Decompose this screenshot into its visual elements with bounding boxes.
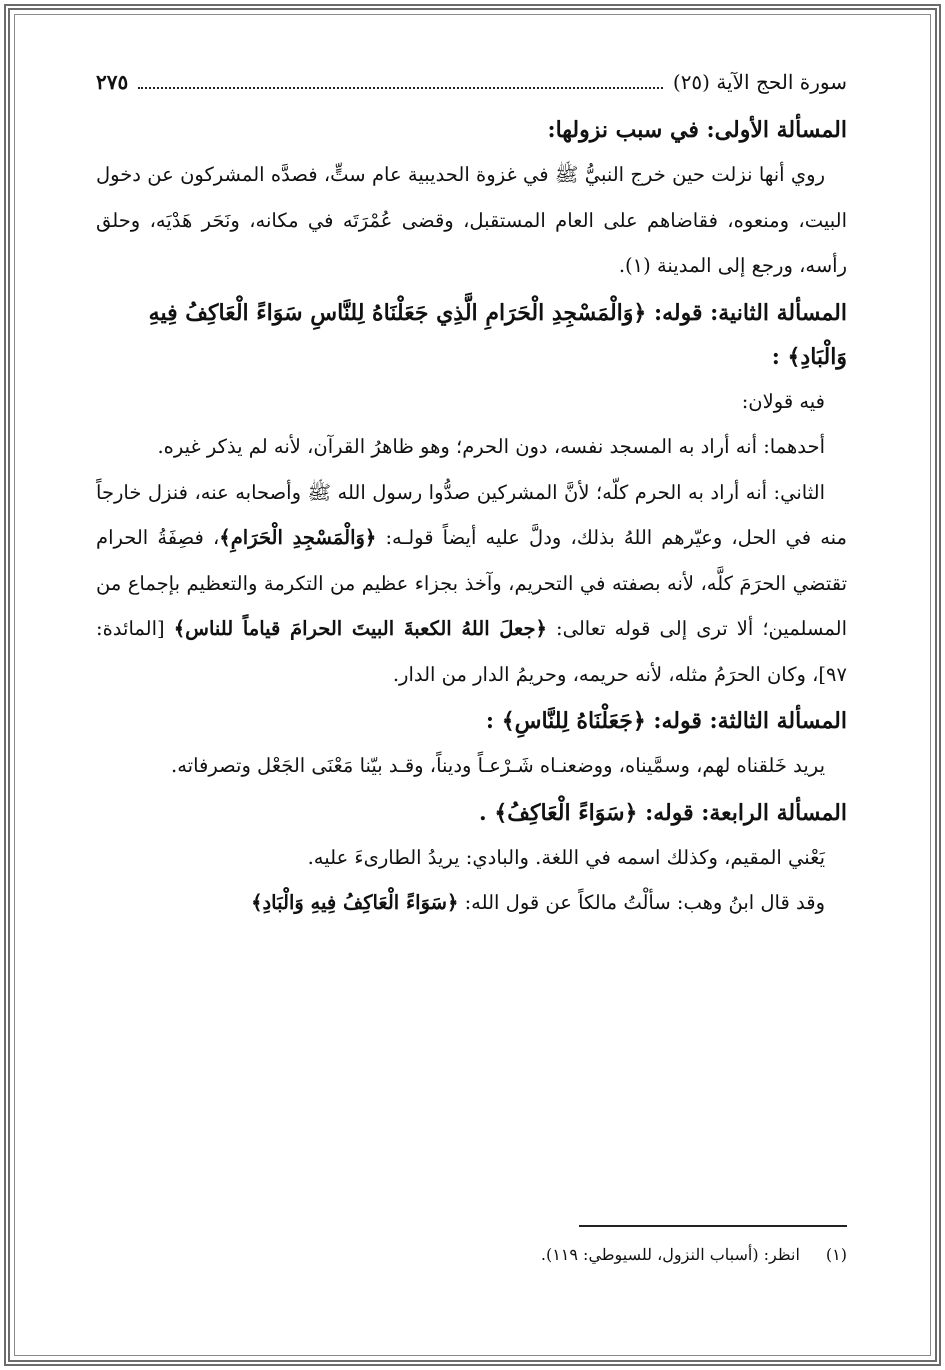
masala-2-first-opinion: أحدهما: أنه أراد به المسجد نفسه، دون الحرم؛ وهو ظاهرُ القرآن، لأنه لم يذكر غيره. bbox=[157, 435, 825, 458]
masala-3-quran-verse: ﴿جَعَلْنَاهُ لِلنَّاسِ﴾ bbox=[501, 708, 646, 734]
masala-1-heading: المسألة الأولى: في سبب نزولها: bbox=[547, 117, 847, 143]
masala-2-quran-verse: ﴿وَالْمَسْجِدِ الْحَرَامِ الَّذِي جَعَلْنَاهُ لِلنَّاسِ سَوَاءً الْعَاكِفُ فِيهِ وَالْبَادِ﴾ bbox=[148, 299, 847, 370]
masala-4-heading-end: . bbox=[479, 799, 487, 826]
masala-4-paragraph-2-quran: ﴿سَوَاءً الْعَاكِفُ فِيهِ وَالْبَادِ﴾ bbox=[251, 891, 459, 914]
masala-4-paragraph-2-text: وقد قال ابنُ وهب: سألْتُ مالكاً عن قول الله: bbox=[464, 891, 825, 914]
second-opinion-quran-1: ﴿وَالْمَسْجِدِ الْحَرَامِ﴾ bbox=[219, 526, 377, 549]
footnote-number: (١) bbox=[825, 1245, 847, 1264]
running-head bbox=[96, 70, 847, 106]
second-opinion-quran-2: ﴿جعلَ اللهُ الكعبةَ البيتَ الحرامَ قياماً للناس﴾ bbox=[173, 617, 547, 640]
masala-4-quran-verse: ﴿سَوَاءً الْعَاكِفُ﴾ bbox=[494, 799, 638, 826]
masala-3-heading bbox=[96, 699, 847, 743]
masala-2-heading-label: المسألة الثانية: قوله: bbox=[653, 299, 847, 326]
masala-4-heading-label: المسألة الرابعة: قوله: bbox=[645, 799, 847, 826]
footnote bbox=[96, 1245, 847, 1264]
masala-1-paragraph: روي أنها نزلت حين خرج النبيُّ ﷺ في غزوة الحديبية عام ستٍّ، فصدَّه المشركون عن دخول البيت، ومنعوه، فقاضاهم على العام المستقبل، وقضى عُمْرَتَه في مكانه، ونَحَر هَدْيَه، وحلق رأسه، ورجع إلى المدينة (١). bbox=[96, 163, 847, 277]
masala-3-heading-label: المسألة الثالثة: قوله: bbox=[653, 708, 847, 734]
second-opinion-text-a: الثاني: أنه أراد به الحرم كلّه؛ لأنَّ المشركين صدُّوا رسول الله ﷺ وأصحابه عنه، فنزل خارجاً منه في الحل، وعيّرهم اللهُ بذلك، ودلَّ عليه أيضاً قولـه: bbox=[96, 480, 848, 549]
running-head-title: سورة الحج الآية (٢٥) bbox=[672, 70, 847, 94]
masala-4-paragraph-1: يَعْني المقيم، وكذلك اسمه في اللغة. والبادي: يريدُ الطارىءَ عليه. bbox=[307, 845, 825, 869]
second-opinion-text-b: ، فصِفَةُ الحرام تقتضي الحرَمَ كلَّه، لأنه بصفته في التحريم، وآخذ بجزاء عظيم من التكرمة والتعظيم بإجماع من المسلمين؛ ألا ترى إلى قوله تعالى: bbox=[96, 526, 848, 640]
masala-2-intro: فيه قولان: bbox=[741, 389, 825, 413]
masala-3-heading-end: : bbox=[485, 708, 495, 734]
second-opinion-text-c: [المائدة: ٩٧]، وكان الحرَمُ مثله، لأنه حريمه، وحريمُ الدار من الدار. bbox=[96, 617, 847, 686]
book-page bbox=[96, 70, 847, 1330]
masala-4-heading bbox=[96, 791, 847, 835]
masala-2-second-opinion bbox=[96, 470, 847, 698]
masala-2-heading bbox=[96, 291, 847, 379]
running-head-dots bbox=[138, 87, 663, 89]
page-number: ٢٧٥ bbox=[96, 70, 129, 94]
masala-3-paragraph: يريد خَلقناه لهم، وسمَّيناه، ووضعنـاه شَـرْعـاً وديناً، وقـد بيّنا مَعْنَى الجَعْل وتصرفاته. bbox=[171, 754, 825, 777]
footnote-rule bbox=[579, 1225, 847, 1227]
masala-2-heading-end: : bbox=[771, 343, 780, 370]
footnote-text: انظر: (أسباب النزول، للسيوطي: ١١٩). bbox=[540, 1245, 800, 1264]
masala-4-paragraph-2 bbox=[96, 880, 847, 926]
